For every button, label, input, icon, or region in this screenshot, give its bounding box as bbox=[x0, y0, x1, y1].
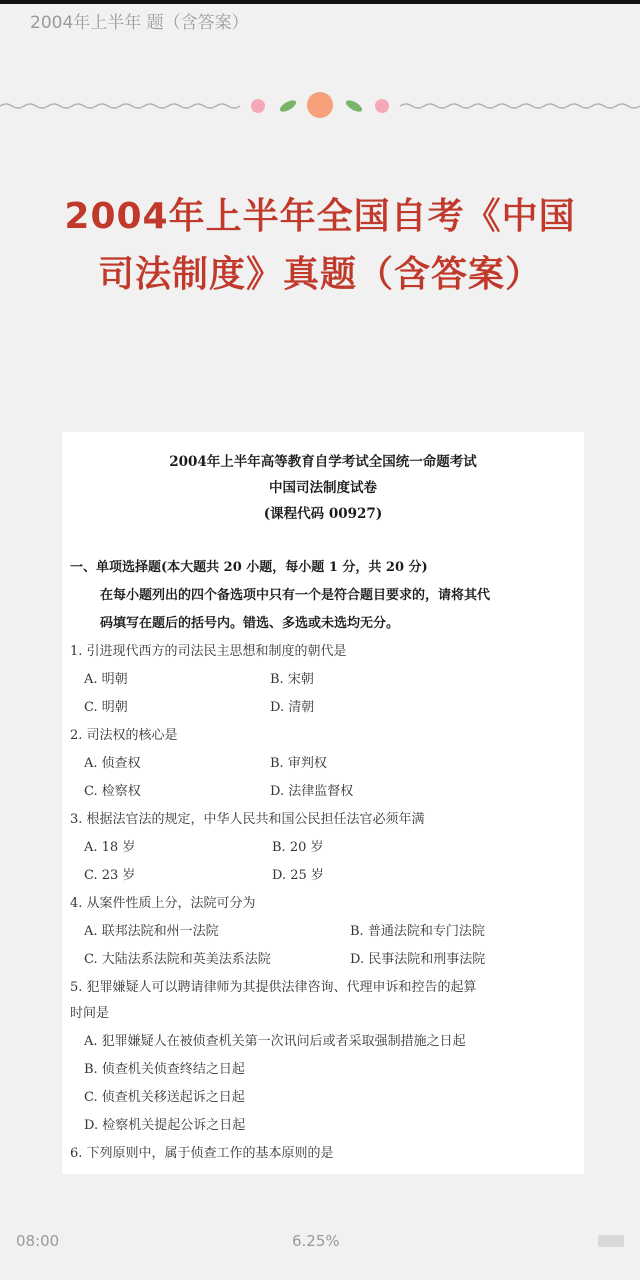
leaf-icon bbox=[344, 98, 364, 114]
question-option: C. 侦查机关移送起诉之日起 bbox=[84, 1090, 245, 1105]
exam-paper-image bbox=[62, 432, 584, 1174]
question-option: B. 审判权 bbox=[270, 756, 327, 771]
question-option: B. 普通法院和专门法院 bbox=[350, 924, 485, 939]
top-edge-bar bbox=[0, 0, 640, 4]
question-option: A. 18 岁 bbox=[84, 840, 136, 855]
question-option: A. 侦查权 bbox=[84, 756, 141, 771]
floral-divider bbox=[0, 86, 640, 126]
question-option: D. 25 岁 bbox=[272, 868, 324, 883]
flower-icon bbox=[375, 99, 389, 113]
question-option: D. 民事法院和刑事法院 bbox=[350, 952, 486, 967]
question-stem-continued: 时间是 bbox=[70, 1006, 110, 1021]
flower-icon bbox=[251, 99, 265, 113]
question-stem: 5. 犯罪嫌疑人可以聘请律师为其提供法律咨询、代理申诉和控告的起算 bbox=[70, 980, 477, 995]
section-title: 一、单项选择题(本大题共 20 小题，每小题 1 分，共 20 分) bbox=[70, 560, 428, 575]
battery-icon bbox=[598, 1235, 624, 1247]
question-option: D. 检察机关提起公诉之日起 bbox=[84, 1118, 246, 1133]
question-stem: 1. 引进现代西方的司法民主思想和制度的朝代是 bbox=[70, 644, 347, 659]
question-option: C. 23 岁 bbox=[84, 868, 136, 883]
question-option: C. 明朝 bbox=[84, 700, 128, 715]
question-stem: 6. 下列原则中，属于侦查工作的基本原则的是 bbox=[70, 1146, 334, 1161]
question-option: B. 20 岁 bbox=[272, 840, 324, 855]
question-option: D. 法律监督权 bbox=[270, 784, 354, 799]
question-option: A. 犯罪嫌疑人在被侦查机关第一次讯问后或者采取强制措施之日起 bbox=[84, 1034, 466, 1049]
question-stem: 4. 从案件性质上分，法院可分为 bbox=[70, 896, 256, 911]
clock-time: 08:00 bbox=[16, 1232, 60, 1250]
instruction-line: 码填写在题后的括号内。错选、多选或未选均无分。 bbox=[100, 616, 400, 631]
question-option: D. 清朝 bbox=[270, 700, 315, 715]
question-option: C. 检察权 bbox=[84, 784, 141, 799]
question-stem: 2. 司法权的核心是 bbox=[70, 728, 178, 743]
question-option: B. 侦查机关侦查终结之日起 bbox=[84, 1062, 245, 1077]
flower-icon bbox=[307, 92, 333, 118]
paper-course-code: (课程代码 00927) bbox=[263, 506, 383, 522]
question-option: C. 大陆法系法院和英美法系法院 bbox=[84, 952, 271, 967]
paper-heading: 2004年上半年高等教育自学考试全国统一命题考试 bbox=[169, 454, 477, 470]
question-option: B. 宋朝 bbox=[270, 672, 314, 687]
instruction-line: 在每小题列出的四个备选项中只有一个是符合题目要求的，请将其代 bbox=[100, 588, 491, 603]
reader-header-title: 2004年上半年 题（含答案） bbox=[30, 13, 249, 33]
question-option: A. 明朝 bbox=[84, 672, 128, 687]
reading-progress: 6.25% bbox=[292, 1232, 340, 1250]
question-option: A. 联邦法院和州一法院 bbox=[84, 924, 219, 939]
question-stem: 3. 根据法官法的规定，中华人民共和国公民担任法官必须年满 bbox=[70, 812, 425, 827]
paper-subheading: 中国司法制度试卷 bbox=[269, 480, 377, 496]
leaf-icon bbox=[278, 98, 298, 114]
document-title: 2004年上半年全国自考《中国司法制度》真题（含答案） bbox=[64, 196, 576, 295]
